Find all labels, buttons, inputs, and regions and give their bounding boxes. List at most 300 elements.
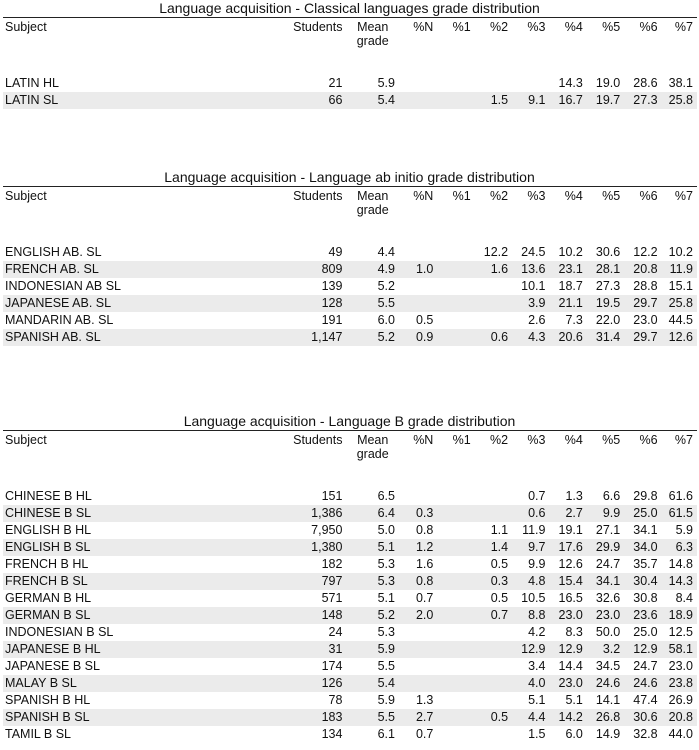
table-row (3, 709, 697, 726)
table-cell: 3.9 (512, 295, 549, 312)
table-cell: 5.2 (346, 329, 399, 346)
table-cell: 30.8 (633, 591, 658, 605)
table-row (3, 482, 697, 505)
table-cell (475, 295, 512, 312)
header-pn: %N (399, 187, 437, 239)
table-cell: LATIN SL (3, 92, 284, 109)
table-cell: TAMIL B SL (5, 727, 71, 741)
table-cell: 29.8 (624, 482, 661, 505)
table-cell (475, 675, 512, 692)
table-cell: 1,147 (284, 329, 347, 346)
table-cell: 2.7 (399, 709, 437, 726)
table-cell: 5.9 (346, 69, 399, 92)
table-cell: 1.3 (549, 482, 586, 505)
table-cell: 5.5 (377, 659, 395, 673)
table-cell: 12.6 (558, 557, 583, 571)
table-cell: 1,386 (284, 505, 347, 522)
table-cell: 2.7 (549, 505, 586, 522)
table-cell: 29.7 (624, 295, 661, 312)
table-cell: 12.2 (624, 238, 661, 261)
table-row (3, 607, 697, 624)
table-cell: 0.7 (415, 727, 434, 741)
table-cell: 23.0 (633, 313, 658, 327)
table-cell: 2.0 (399, 607, 437, 624)
header-p5: %5 (587, 431, 624, 483)
table-cell (437, 261, 474, 278)
header-pn: %N (399, 18, 437, 70)
table-cell: 571 (321, 591, 343, 605)
table-cell (437, 505, 474, 522)
header-mean-line2: grade (356, 447, 389, 461)
table-cell: 19.1 (558, 523, 583, 537)
table-cell (399, 92, 437, 109)
header-mean-line1: Mean (357, 433, 389, 447)
table-cell: 11.9 (662, 261, 697, 278)
table-cell: 5.3 (377, 557, 395, 571)
table-cell: 5.4 (346, 92, 399, 109)
table-row (3, 329, 697, 346)
table-cell: 32.8 (633, 727, 658, 741)
table-cell: 19.7 (587, 92, 624, 109)
header-mean-line2: grade (356, 34, 389, 48)
header-mean-line2: grade (356, 203, 389, 217)
table-cell (475, 624, 512, 641)
table-cell (475, 641, 512, 658)
table-cell: 23.1 (549, 261, 586, 278)
table-cell: 15.1 (668, 279, 693, 293)
header-students: Students (284, 18, 347, 70)
table-cell: FRENCH B HL (5, 557, 89, 571)
table-cell: 35.7 (633, 557, 658, 571)
table-cell: 23.0 (549, 675, 586, 692)
table-cell: 9.9 (528, 557, 546, 571)
table-cell (475, 69, 512, 92)
ab-initio-section (0, 169, 699, 346)
table-cell: SPANISH B SL (3, 709, 284, 726)
table-cell: 24.6 (624, 675, 661, 692)
table-cell: 6.1 (377, 727, 395, 741)
table-cell: 3.2 (587, 641, 624, 658)
table-cell (399, 624, 437, 641)
header-subject: Subject (3, 187, 284, 239)
table-cell: 23.0 (668, 659, 693, 673)
table-cell: MANDARIN AB. SL (5, 313, 114, 327)
table-cell: ENGLISH B HL (5, 523, 92, 537)
table-cell: 44.5 (668, 313, 693, 327)
header-pn: %N (399, 431, 437, 483)
table-cell (437, 238, 474, 261)
table-cell: 30.4 (624, 573, 661, 590)
table-cell (437, 709, 474, 726)
table-cell: SPANISH AB. SL (3, 329, 284, 346)
table-cell (437, 278, 474, 295)
table-cell (399, 69, 437, 92)
table-cell: 797 (284, 573, 347, 590)
table-cell: JAPANESE AB. SL (3, 295, 284, 312)
grade-distribution-table (3, 186, 697, 346)
header-p3: %3 (512, 431, 549, 483)
table-cell: 148 (284, 607, 347, 624)
table-cell: 9.1 (512, 92, 549, 109)
table-cell: 1.0 (399, 261, 437, 278)
header-mean-grade (346, 431, 399, 483)
table-cell: 8.8 (512, 607, 549, 624)
header-p7: %7 (662, 431, 697, 483)
header-p4: %4 (549, 431, 586, 483)
table-cell: 151 (284, 482, 347, 505)
table-cell: 5.1 (528, 693, 546, 707)
table-cell: 1.1 (490, 523, 509, 537)
table-cell: 6.4 (346, 505, 399, 522)
table-cell: 5.1 (565, 693, 583, 707)
table-cell: 0.5 (415, 313, 434, 327)
table-cell (475, 312, 512, 329)
header-p1: %1 (437, 18, 474, 70)
table-cell: 25.8 (662, 92, 697, 109)
table-cell: 5.5 (346, 295, 399, 312)
table-cell: 58.1 (662, 641, 697, 658)
table-cell: 0.5 (490, 591, 509, 605)
table-cell (437, 675, 474, 692)
table-cell: 1.5 (528, 727, 546, 741)
table-cell: 0.7 (415, 591, 434, 605)
classical-languages-section (0, 0, 699, 109)
table-cell: GERMAN B HL (5, 591, 92, 605)
table-cell: 24.7 (633, 659, 658, 673)
table-cell: 24.5 (512, 238, 549, 261)
table-cell: 30.6 (624, 709, 661, 726)
table-cell: 8.3 (565, 625, 583, 639)
table-row (3, 312, 697, 329)
table-cell: 27.3 (595, 279, 621, 293)
table-cell: 9.7 (512, 539, 549, 556)
header-p4: %4 (549, 18, 586, 70)
header-p6: %6 (624, 187, 661, 239)
header-mean-grade (346, 187, 399, 239)
table-cell: 23.0 (549, 607, 586, 624)
table-cell: 4.0 (512, 675, 549, 692)
table-cell (437, 522, 474, 539)
table-cell: 47.4 (633, 693, 658, 707)
table-cell: 7.3 (565, 313, 583, 327)
table-cell: 24.6 (587, 675, 624, 692)
table-cell: 12.6 (662, 329, 697, 346)
table-cell (475, 692, 512, 709)
table-cell: 14.3 (549, 69, 586, 92)
table-row (3, 92, 697, 109)
header-mean-line1: Mean (357, 20, 389, 34)
table-cell: 61.6 (662, 482, 697, 505)
table-cell: 6.6 (587, 482, 624, 505)
table-cell: 10.2 (549, 238, 586, 261)
table-cell: 5.3 (377, 625, 395, 639)
table-cell (475, 482, 512, 505)
table-row (3, 261, 697, 278)
table-cell: 1.5 (475, 92, 512, 109)
language-b-section (0, 413, 699, 743)
table-cell: 19.0 (587, 69, 624, 92)
table-cell: 50.0 (595, 625, 621, 639)
table-row (3, 641, 697, 658)
table-cell: 10.1 (521, 279, 546, 293)
table-cell: 5.9 (377, 693, 395, 707)
table-cell: 25.8 (662, 295, 697, 312)
table-cell: JAPANESE B HL (3, 641, 284, 658)
table-cell: 25.0 (624, 505, 661, 522)
table-cell: 31.4 (587, 329, 624, 346)
header-p1: %1 (437, 431, 474, 483)
table-cell: 32.6 (595, 591, 621, 605)
table-cell (399, 641, 437, 658)
table-title: Language acquisition - Language ab initio grade distribution (164, 169, 535, 185)
table-cell: 0.8 (399, 573, 437, 590)
table-cell (437, 312, 474, 329)
header-subject: Subject (3, 431, 284, 483)
table-cell: 0.8 (415, 523, 434, 537)
table-cell: 1.6 (475, 261, 512, 278)
table-cell: 24 (328, 625, 343, 639)
header-mean-grade (346, 18, 399, 70)
table-cell: INDONESIAN AB SL (5, 279, 122, 293)
header-p6: %6 (624, 18, 661, 70)
table-cell (437, 69, 474, 92)
table-cell: 29.9 (587, 539, 624, 556)
table-row (3, 238, 697, 261)
table-row (3, 278, 697, 295)
table-cell: 0.7 (475, 607, 512, 624)
table-cell: 20.8 (624, 261, 661, 278)
grade-distribution-table (3, 17, 697, 109)
table-cell: 4.2 (528, 625, 546, 639)
header-row (3, 187, 697, 239)
table-cell: CHINESE B HL (3, 482, 284, 505)
table-cell: 5.0 (377, 523, 395, 537)
table-cell: 4.9 (346, 261, 399, 278)
table-cell: 5.1 (346, 539, 399, 556)
table-cell: 14.1 (595, 693, 621, 707)
table-cell: 139 (321, 279, 343, 293)
table-cell: 4.4 (346, 238, 399, 261)
table-row (3, 295, 697, 312)
table-cell: 4.3 (512, 329, 549, 346)
table-cell: 9.9 (587, 505, 624, 522)
table-cell (437, 607, 474, 624)
table-cell: 12.2 (475, 238, 512, 261)
table-cell: 17.6 (549, 539, 586, 556)
header-p2: %2 (475, 18, 512, 70)
header-p2: %2 (475, 431, 512, 483)
table-cell: JAPANESE B SL (5, 659, 100, 673)
table-cell: 4.4 (512, 709, 549, 726)
table-row (3, 692, 697, 709)
header-p3: %3 (512, 187, 549, 239)
table-cell: 28.6 (624, 69, 661, 92)
header-subject: Subject (3, 18, 284, 70)
table-row (3, 556, 697, 573)
table-cell: 1.3 (415, 693, 434, 707)
table-cell: 182 (321, 557, 343, 571)
table-cell (437, 658, 474, 675)
table-cell: 34.1 (587, 573, 624, 590)
table-cell: 28.8 (633, 279, 658, 293)
table-cell (437, 482, 474, 505)
table-cell (399, 675, 437, 692)
header-p1: %1 (437, 187, 474, 239)
grade-distribution-table (3, 430, 697, 743)
table-cell: 29.7 (624, 329, 661, 346)
table-cell: LATIN HL (3, 69, 284, 92)
table-cell: 5.9 (346, 641, 399, 658)
header-students: Students (284, 187, 347, 239)
table-cell: INDONESIAN B SL (5, 625, 114, 639)
header-p7: %7 (662, 18, 697, 70)
table-cell: 1.2 (399, 539, 437, 556)
header-p5: %5 (587, 187, 624, 239)
table-cell: 15.4 (549, 573, 586, 590)
table-cell: 1.6 (415, 557, 434, 571)
header-p4: %4 (549, 187, 586, 239)
table-cell: 34.5 (595, 659, 621, 673)
table-cell: 27.1 (595, 523, 621, 537)
table-cell: 12.9 (624, 641, 661, 658)
table-cell (399, 295, 437, 312)
table-row (3, 675, 697, 692)
table-cell: 5.2 (377, 279, 395, 293)
header-mean-line1: Mean (357, 189, 389, 203)
table-row (3, 624, 697, 641)
table-cell: 6.0 (377, 313, 395, 327)
table-cell: 5.1 (377, 591, 395, 605)
table-cell: 66 (284, 92, 347, 109)
table-cell (437, 726, 474, 743)
table-row (3, 505, 697, 522)
table-cell: 20.6 (549, 329, 586, 346)
table-cell: 12.5 (668, 625, 693, 639)
table-cell: MALAY B SL (3, 675, 284, 692)
table-cell: 27.3 (624, 92, 661, 109)
table-cell: 25.0 (633, 625, 658, 639)
header-p3: %3 (512, 18, 549, 70)
table-cell (475, 278, 512, 295)
table-cell (399, 278, 437, 295)
table-cell (437, 329, 474, 346)
table-cell: 16.7 (549, 92, 586, 109)
table-row (3, 522, 697, 539)
table-cell: 11.9 (522, 523, 546, 537)
table-cell: 0.5 (490, 557, 509, 571)
table-cell: 809 (284, 261, 347, 278)
table-cell (475, 505, 512, 522)
table-cell: 1.4 (475, 539, 512, 556)
table-cell: 26.8 (587, 709, 624, 726)
table-cell: 23.8 (662, 675, 697, 692)
table-row (3, 573, 697, 590)
table-cell (437, 539, 474, 556)
table-cell: 22.0 (595, 313, 621, 327)
table-cell: 0.6 (475, 329, 512, 346)
table-cell (512, 69, 549, 92)
header-p2: %2 (475, 187, 512, 239)
table-cell: 6.3 (662, 539, 697, 556)
table-cell: 1,380 (284, 539, 347, 556)
table-row (3, 590, 697, 607)
table-cell: 0.3 (399, 505, 437, 522)
table-cell: 0.5 (475, 709, 512, 726)
table-cell: 34.1 (633, 523, 658, 537)
table-cell: ENGLISH AB. SL (3, 238, 284, 261)
table-cell: 0.3 (475, 573, 512, 590)
table-cell: 0.9 (399, 329, 437, 346)
table-cell (399, 658, 437, 675)
table-cell: 3.4 (528, 659, 546, 673)
header-row (3, 431, 697, 483)
table-cell: FRENCH B SL (3, 573, 284, 590)
table-cell: 34.0 (624, 539, 661, 556)
table-cell: 12.9 (549, 641, 586, 658)
table-cell: 14.9 (595, 727, 621, 741)
header-p6: %6 (624, 431, 661, 483)
table-cell: 5.3 (346, 573, 399, 590)
table-cell: 14.8 (668, 557, 693, 571)
table-cell: 19.5 (587, 295, 624, 312)
table-cell: 21.1 (549, 295, 586, 312)
table-cell: 5.2 (346, 607, 399, 624)
table-cell: 30.6 (587, 238, 624, 261)
table-cell: 126 (284, 675, 347, 692)
table-cell (437, 556, 474, 573)
table-cell: ENGLISH B SL (3, 539, 284, 556)
table-cell: 14.4 (558, 659, 583, 673)
table-cell: 134 (321, 727, 343, 741)
table-cell: 5.5 (346, 709, 399, 726)
table-cell: 44.0 (668, 727, 693, 741)
table-cell (437, 295, 474, 312)
table-cell: 12.9 (512, 641, 549, 658)
table-cell: 6.0 (565, 727, 583, 741)
table-cell: 14.2 (549, 709, 586, 726)
table-cell: 18.7 (558, 279, 583, 293)
table-cell: 2.6 (528, 313, 546, 327)
table-cell (437, 641, 474, 658)
table-cell: 14.3 (662, 573, 697, 590)
table-cell: 28.1 (587, 261, 624, 278)
table-cell: 7,950 (311, 523, 343, 537)
table-cell: GERMAN B SL (3, 607, 284, 624)
table-row (3, 539, 697, 556)
table-cell: 16.5 (558, 591, 583, 605)
header-row (3, 18, 697, 70)
table-cell (437, 573, 474, 590)
table-cell: 174 (321, 659, 343, 673)
table-cell: 24.7 (595, 557, 621, 571)
table-cell: 49 (284, 238, 347, 261)
table-cell: 8.4 (675, 591, 693, 605)
table-cell: CHINESE B SL (3, 505, 284, 522)
table-cell: 38.1 (662, 69, 697, 92)
table-cell: 191 (321, 313, 343, 327)
table-cell: 61.5 (662, 505, 697, 522)
header-p7: %7 (662, 187, 697, 239)
header-p5: %5 (587, 18, 624, 70)
table-cell: 4.8 (512, 573, 549, 590)
table-row (3, 658, 697, 675)
table-cell: 183 (284, 709, 347, 726)
table-cell: 13.6 (512, 261, 549, 278)
header-students: Students (284, 431, 347, 483)
table-cell: FRENCH AB. SL (3, 261, 284, 278)
table-cell: 10.2 (662, 238, 697, 261)
table-cell (437, 590, 474, 607)
